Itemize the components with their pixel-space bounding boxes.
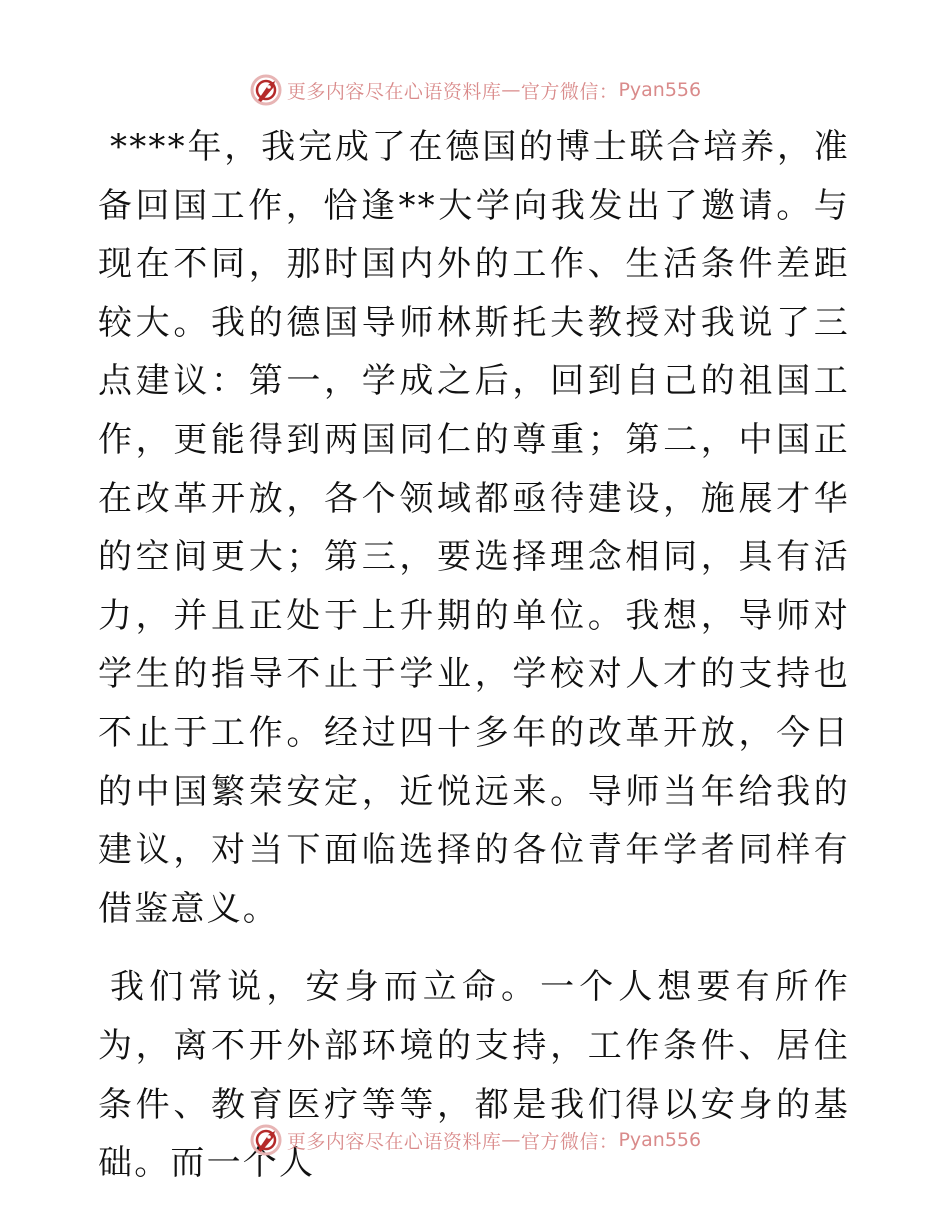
header-wechat-label: 官方微信：	[520, 80, 619, 103]
body-paragraph-1: ****年，我完成了在德国的博士联合培养，准备回国工作，恰逢**大学向我发出了邀请。与现在不同，那时国内外的工作、生活条件差距较大。我的德国导师林斯托夫教授对我说了三点建议：第一，学成之后，回到自己的祖国工作，更能得到两国同仁的尊重；第二，中国正在改革开放，各个领域都亟待建设，施展才华的空间更大；第三，要选择理念相同，具有活力，并且正处于上升期的单位。我想，导师对学生的指导不止于学业，学校对人才的支持也不止于工作。经过四十多年的改革开放，今日的中国繁荣安定，近悦远来。导师当年给我的建议，对当下面临选择的各位青年学者同样有借鉴意义。	[98, 127, 850, 929]
pen-nib-logo-icon	[249, 1123, 283, 1157]
footer-banner	[0, 1120, 950, 1160]
header-site-text: 更多内容尽在心语资料库	[286, 80, 502, 103]
footer-wechat-label: 官方微信：	[520, 1130, 619, 1153]
footer-separator: —	[501, 1129, 521, 1151]
footer-site-text: 更多内容尽在心语资料库	[286, 1130, 502, 1153]
header-separator: —	[501, 79, 521, 101]
pen-nib-logo-icon	[249, 73, 283, 107]
footer-wechat-id: Pyan556	[618, 1129, 702, 1151]
header-wechat-id: Pyan556	[618, 79, 702, 101]
document-body	[98, 118, 850, 1193]
header-banner	[0, 70, 950, 110]
body-paragraph-2: 我们常说，安身而立命。一个人想要有所作为，离不开外部环境的支持，工作条件、居住条件、教育医疗等等，都是我们得以安身的基础。而一个人	[98, 967, 850, 1184]
